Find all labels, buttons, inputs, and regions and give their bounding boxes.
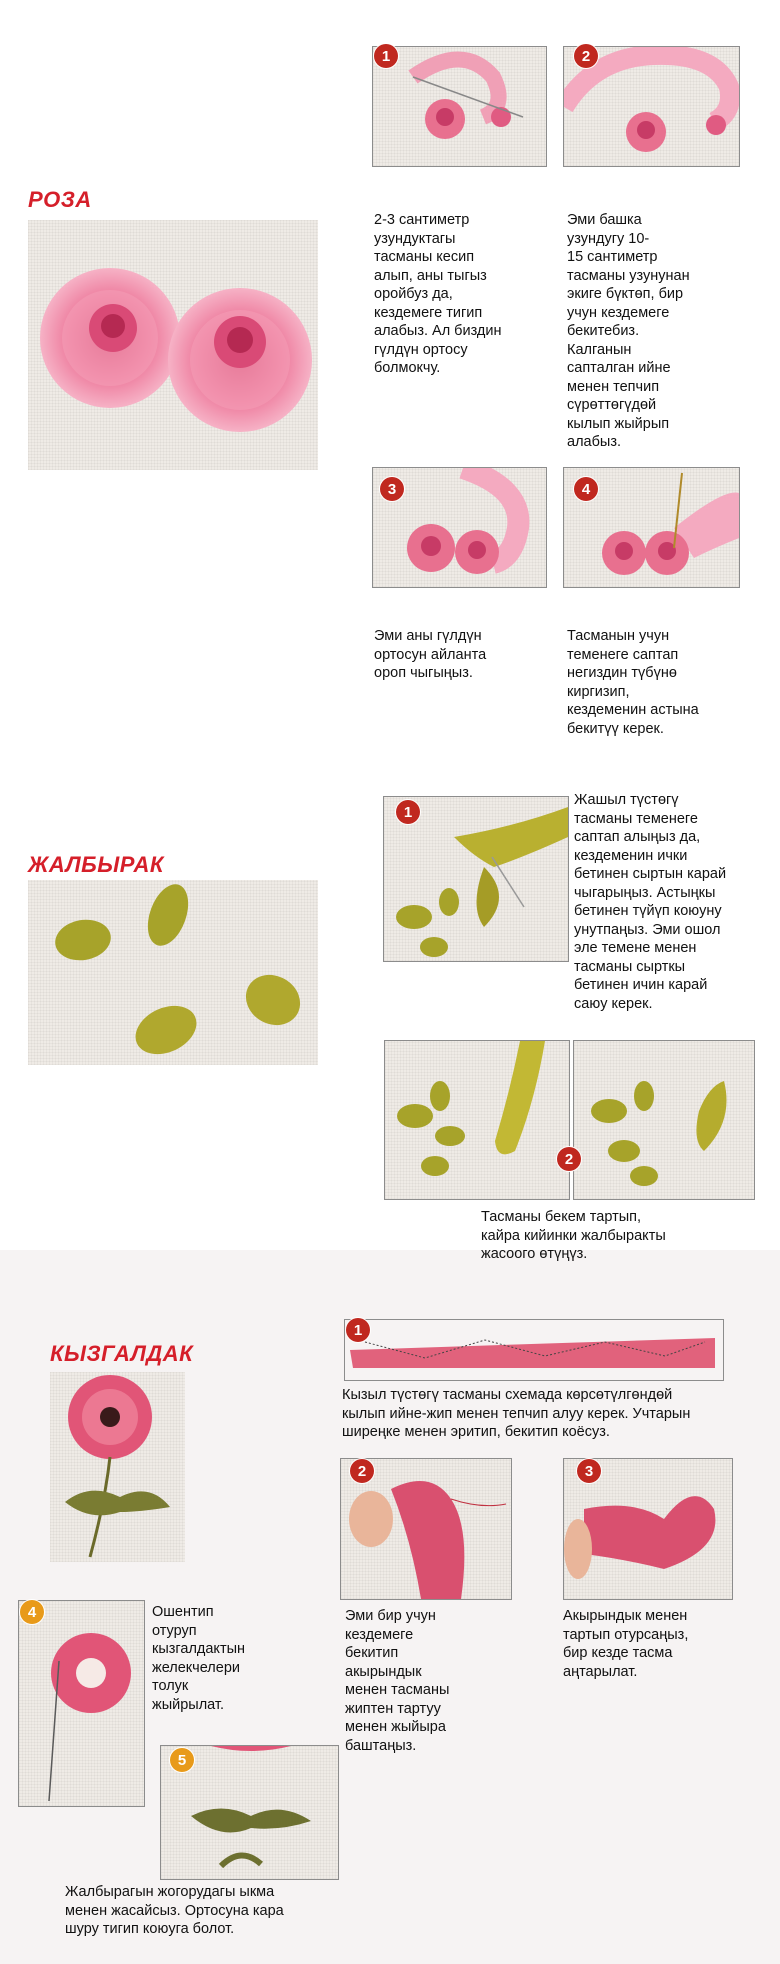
leaf-step-2-photo-b — [573, 1040, 755, 1200]
leaf-step-2-badge: 2 — [557, 1147, 581, 1171]
rose-step-1-text: 2-3 сантиметр узундуктагы тасманы кесип алып, аны тыгыз оройбуз да, кездемеге тигип алабыз. Ал биздин гүлдүн ортосу болмокчу. — [374, 212, 502, 376]
poppy-step-5-text: Жалбырагын жогорудагы ыкма менен жасайсыз. Ортосуна кара шуру тигип коюуга болот. — [65, 1884, 284, 1937]
rose-step-3-badge: 3 — [380, 477, 404, 501]
rose-step-2-badge: 2 — [574, 44, 598, 68]
rose-step-3-text: Эми аны гүлдүн ортосун айланта ороп чыгыңыз. — [374, 628, 487, 681]
rose-step-4-text: Тасманын учун теменеге саптап негиздин түбүнө киргизип, кездеменин астына бекитүү керек. — [567, 628, 699, 737]
rose-step-4-badge: 4 — [574, 477, 598, 501]
poppy-main-photo — [50, 1372, 185, 1562]
poppy-step-4-image — [19, 1601, 144, 1806]
poppy-step-3-badge: 3 — [577, 1459, 601, 1483]
poppy-step-1-badge: 1 — [346, 1318, 370, 1342]
rose-flowers-image — [28, 220, 318, 470]
poppy-step-5-badge: 5 — [170, 1748, 194, 1772]
rose-step-1-photo — [372, 46, 547, 167]
poppy-step-1-image — [345, 1320, 723, 1380]
rose-main-photo — [28, 220, 318, 470]
leaf-step-2-photo-a — [384, 1040, 570, 1200]
leaf-step-1-text: Жашыл түстөгү тасманы теменеге саптап алыңыз да, кездеменин ички бетинен сыртын карай чыгарыңыз. Астыңкы бетинен түйүп коюуну унутпаңыз. Эми ошол эле темене менен тасманы сырткы бетинен ичин карай саюу керек. — [574, 792, 727, 1012]
poppy-step-1-text: Кызыл түстөгү тасманы схемада көрсөтүлгөндөй кылып ийне-жип менен тепчип алуу керек. Учтарын ширеңке менен эритип, бекитип коёсуз. — [342, 1387, 691, 1440]
poppy-step-4-text: Ошентип отуруп кызгалдактын желекчелери толук жыйрылат. — [152, 1604, 246, 1713]
rose-step-1-image — [373, 47, 546, 166]
poppy-step-2-text: Эми бир учун кездемеге бекитип акырындык менен тасманы жиптен тартуу менен жыйыра баштаңыз. — [345, 1608, 450, 1754]
leaf-title: ЖАЛБЫРАК — [28, 852, 164, 877]
leaf-step-1-badge: 1 — [396, 800, 420, 824]
rose-step-2-text: Эми башка узундугу 10- 15 сантиметр тасманы узунунан экиге бүктөп, бир учун кездемеге бекитебиз. Калганын сапталган ийне менен тепчип сүрөттөгүдөй кылып жыйрып алабыз. — [567, 212, 690, 450]
leaf-main-photo — [28, 880, 318, 1065]
poppy-step-3-text: Акырындык менен тартып отурсаңыз, бир кезде тасма аңтарылат. — [563, 1608, 689, 1680]
poppy-main-image — [50, 1372, 185, 1562]
rose-title: РОЗА — [28, 187, 92, 212]
poppy-title: КЫЗГАЛДАК — [50, 1341, 194, 1366]
poppy-step-1-photo — [344, 1319, 724, 1381]
rose-step-1-badge: 1 — [374, 44, 398, 68]
leaf-step-2-text: Тасманы бекем тартып, кайра кийинки жалбыракты жасоого өтүңүз. — [481, 1209, 666, 1262]
leaf-step-2-image-a — [385, 1041, 569, 1199]
poppy-step-4-badge: 4 — [20, 1600, 44, 1624]
leaf-step-2-image-b — [574, 1041, 754, 1199]
leaf-main-image — [28, 880, 318, 1065]
poppy-step-2-badge: 2 — [350, 1459, 374, 1483]
poppy-step-4-photo — [18, 1600, 145, 1807]
